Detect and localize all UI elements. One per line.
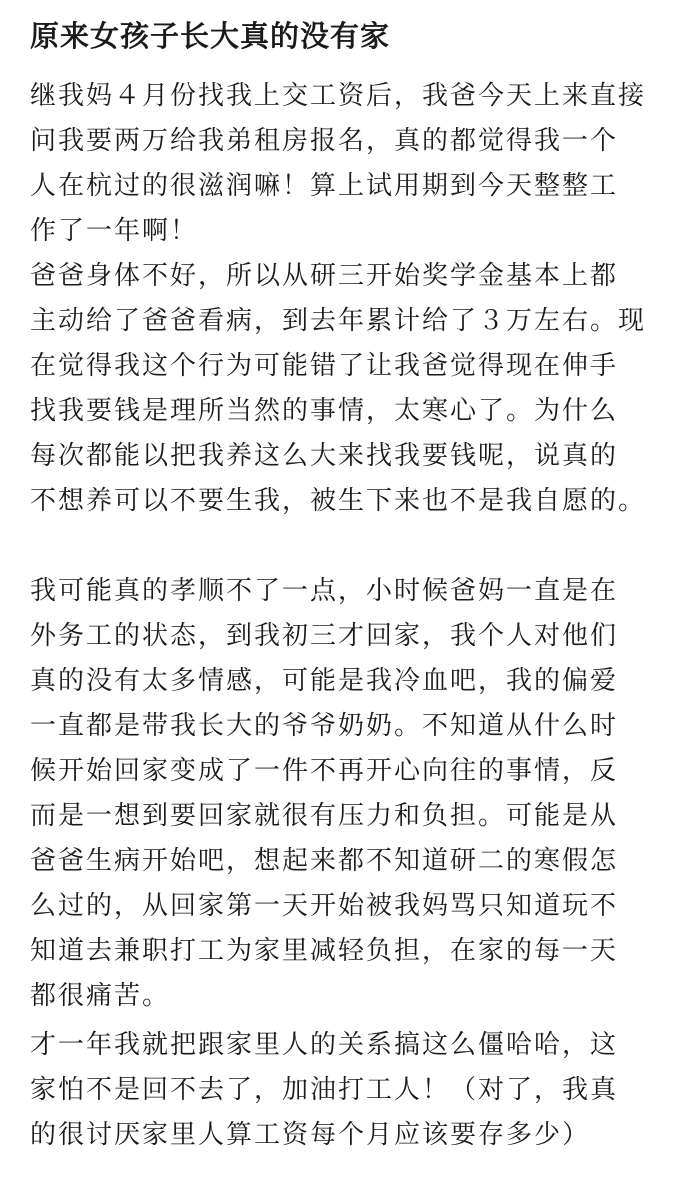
paragraph-spacer bbox=[30, 524, 666, 569]
post-paragraph-2 bbox=[30, 569, 666, 1019]
text-line: 在觉得我这个行为可能错了让我爸觉得现在伸手 bbox=[30, 351, 619, 381]
text-line: 找我要钱是理所当然的事情，太寒心了。为什么 bbox=[30, 396, 619, 426]
text-line: 每次都能以把我养这么大来找我要钱呢，说真的 bbox=[30, 441, 619, 471]
post-title: 原来女孩子长大真的没有家 bbox=[30, 19, 391, 53]
text-line: 继我妈４月份找我上交工资后，我爸今天上来直接 bbox=[30, 81, 647, 111]
text-line: 主动给了爸爸看病，到去年累计给了３万左右。现 bbox=[30, 306, 647, 336]
text-line: 知道去兼职打工为家里减轻负担，在家的每一天 bbox=[30, 936, 619, 966]
text-line: 我可能真的孝顺不了一点，小时候爸妈一直是在 bbox=[30, 576, 619, 606]
text-line: 的很讨厌家里人算工资每个月应该要存多少） bbox=[30, 1120, 591, 1150]
text-line: 不想养可以不要生我，被生下来也不是我自愿的。 bbox=[30, 486, 647, 516]
text-line: 一直都是带我长大的爷爷奶奶。不知道从什么时 bbox=[30, 711, 619, 741]
text-line: 才一年我就把跟家里人的关系搞这么僵哈哈，这 bbox=[30, 1030, 619, 1060]
text-line: 爸爸身体不好，所以从研三开始奖学金基本上都 bbox=[30, 261, 619, 291]
post-paragraph-3 bbox=[30, 1023, 666, 1158]
text-line: 家怕不是回不去了，加油打工人！（对了，我真 bbox=[30, 1075, 619, 1105]
text-line: 都很痛苦。 bbox=[30, 981, 171, 1011]
text-line: 么过的，从回家第一天开始被我妈骂只知道玩不 bbox=[30, 891, 619, 921]
text-line: 真的没有太多情感，可能是我冷血吧，我的偏爱 bbox=[30, 666, 619, 696]
post-paragraph-1 bbox=[30, 74, 666, 524]
text-line: 问我要两万给我弟租房报名，真的都觉得我一个 bbox=[30, 126, 619, 156]
text-line: 爸爸生病开始吧，想起来都不知道研二的寒假怎 bbox=[30, 846, 619, 876]
text-line: 作了一年啊！ bbox=[30, 216, 199, 246]
text-line: 人在杭过的很滋润嘛！算上试用期到今天整整工 bbox=[30, 171, 619, 201]
text-line: 候开始回家变成了一件不再开心向往的事情，反 bbox=[30, 756, 619, 786]
text-line: 外务工的状态，到我初三才回家，我个人对他们 bbox=[30, 621, 619, 651]
text-line: 而是一想到要回家就很有压力和负担。可能是从 bbox=[30, 801, 619, 831]
